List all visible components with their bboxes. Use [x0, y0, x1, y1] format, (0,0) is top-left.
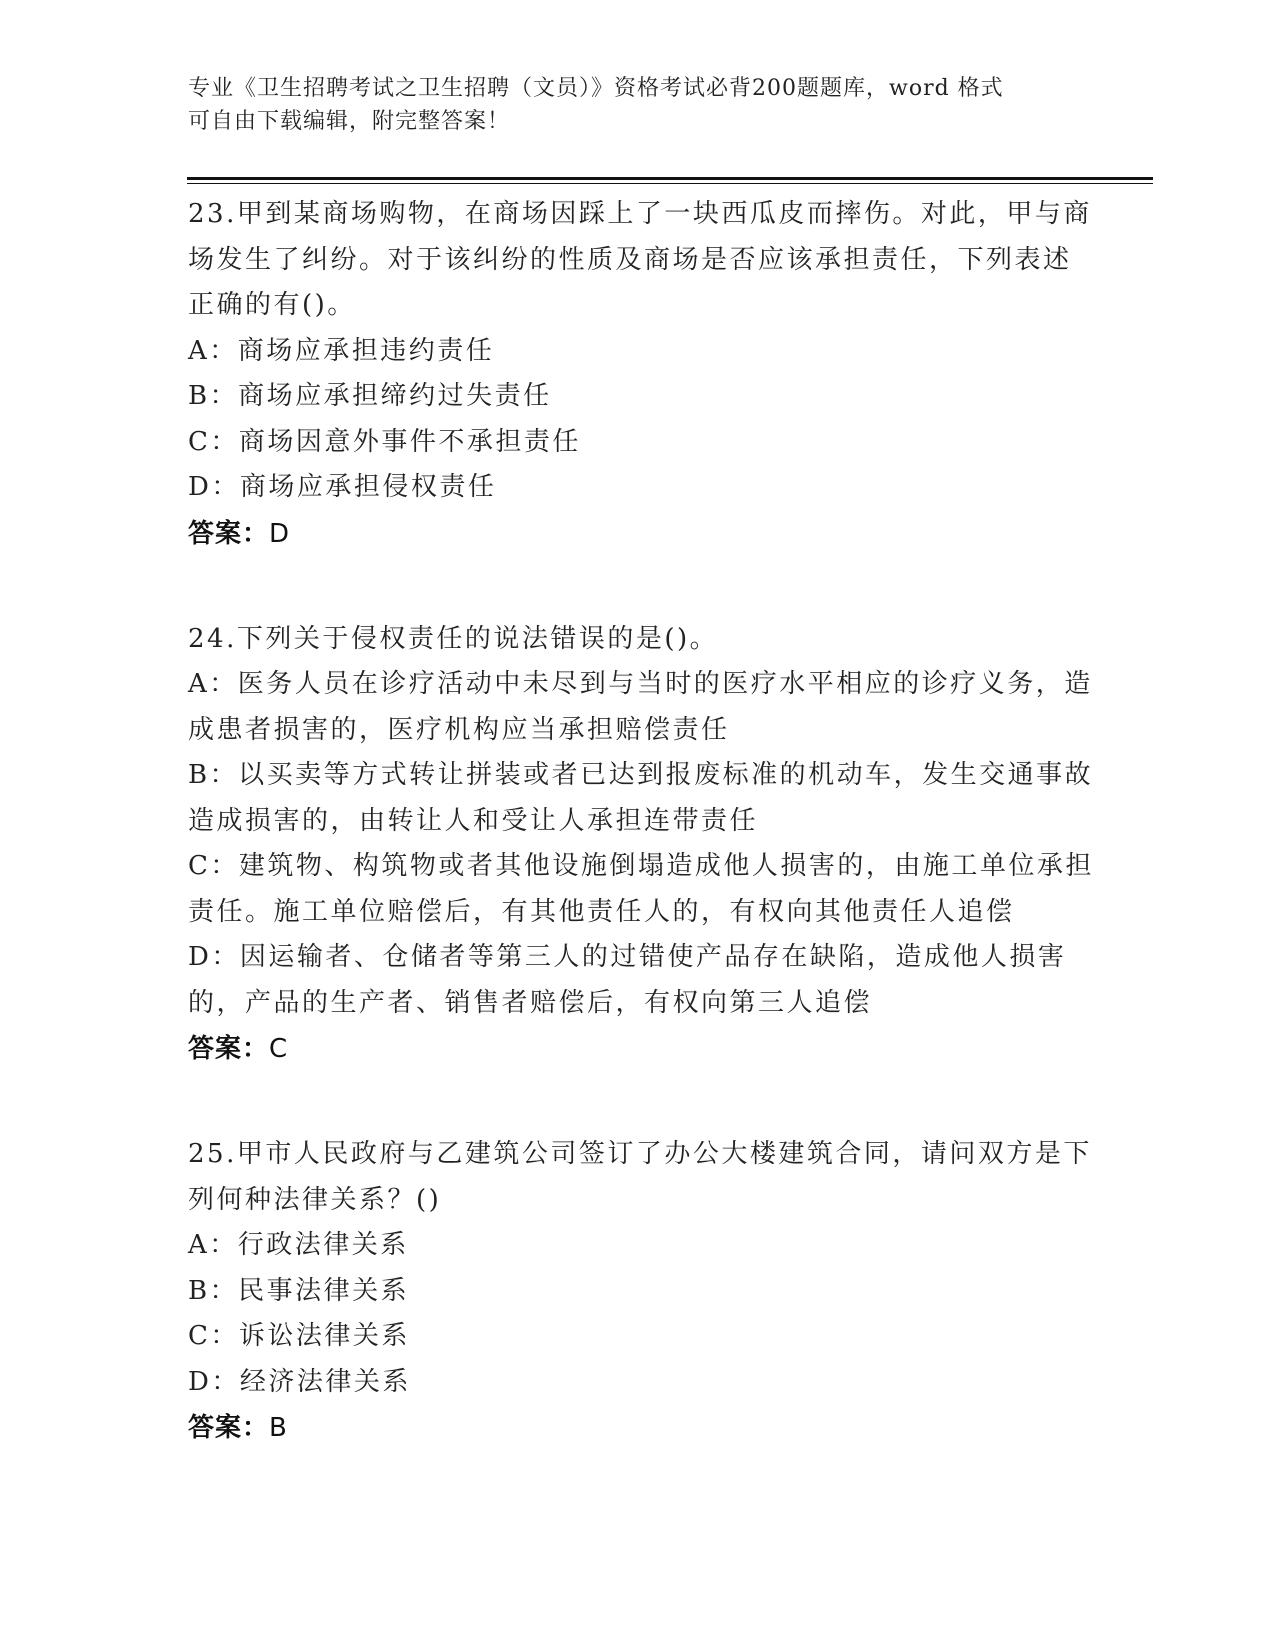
header-line-2: 可自由下载编辑，附完整答案！ [188, 109, 511, 134]
option-d: D：商场应承担侵权责任 [188, 472, 497, 502]
header-rule-thick [187, 177, 1153, 180]
option-c: C：诉讼法律关系 [188, 1321, 410, 1351]
answer-value: B [269, 1413, 288, 1443]
option-a: A：商场应承担违约责任 [188, 335, 495, 366]
question-24 [188, 617, 1098, 1073]
question-list [188, 192, 1098, 1511]
option-d: D：经济法律关系 [188, 1366, 411, 1397]
option-a: A：行政法律关系 [188, 1230, 409, 1260]
answer-label: 答案： [188, 1413, 270, 1443]
option-b: B：民事法律关系 [188, 1275, 410, 1306]
answer-line [188, 511, 1098, 557]
option-c: C：商场因意外事件不承担责任 [188, 426, 581, 457]
question-text: 25.甲市人民政府与乙建筑公司签订了办公大楼建筑合同，请问双方是下列何种法律关系？() [188, 1139, 1092, 1215]
option-b: B：以买卖等方式转让拼装或者已达到报废标准的机动车，发生交通事故造成损害的，由转让人和受让人承担连带责任 [188, 760, 1094, 836]
header-line-1: 专业《卫生招聘考试之卫生招聘（文员）》资格考试必背200题题库，word 格式 [188, 76, 1004, 101]
question-text: 23.甲到某商场购物，在商场因踩上了一块西瓜皮而摔伤。对此，甲与商场发生了纠纷。对于该纠纷的性质及商场是否应该承担责任，下列表述正确的有()。 [188, 199, 1092, 320]
answer-line [188, 1405, 1098, 1451]
answer-value: D [269, 518, 291, 549]
option-a: A：医务人员在诊疗活动中未尽到与当时的医疗水平相应的诊疗义务，造成患者损害的，医疗机构应当承担赔偿责任 [188, 669, 1093, 745]
option-d: D：因运输者、仓储者等第三人的过错使产品存在缺陷，造成他人损害的，产品的生产者、销售者赔偿后，有权向第三人追偿 [188, 942, 1067, 1018]
option-b: B：商场应承担缔约过失责任 [188, 381, 552, 411]
question-23 [188, 192, 1098, 557]
answer-label: 答案： [188, 518, 270, 549]
document-header [188, 72, 1088, 138]
option-c: C：建筑物、构筑物或者其他设施倒塌造成他人损害的，由施工单位承担责任。施工单位赔偿后，有其他责任人的，有权向其他责任人追偿 [188, 851, 1094, 927]
question-text: 24.下列关于侵权责任的说法错误的是()。 [188, 623, 719, 654]
answer-value: C [269, 1034, 289, 1064]
answer-label: 答案： [188, 1034, 270, 1064]
header-rule-thin [187, 183, 1153, 184]
question-25 [188, 1132, 1098, 1451]
answer-line [188, 1026, 1098, 1072]
